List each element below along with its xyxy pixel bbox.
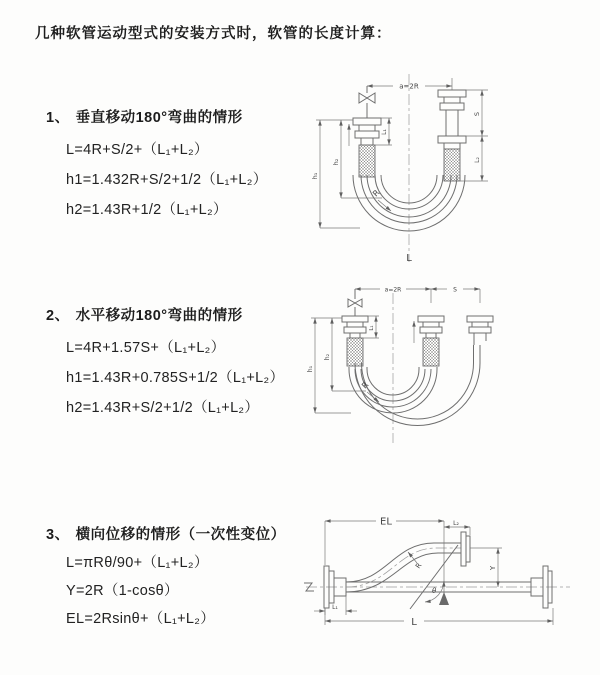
section1-formula-L: L=4R+S/2+（L₁+L₂） — [66, 142, 209, 158]
d3-dim-el: EL — [380, 516, 392, 528]
diagram-horizontal-180-bend — [306, 283, 598, 448]
d2-dim-h1: h₁ — [307, 365, 314, 373]
d3-dim-y: Y — [489, 565, 497, 571]
d3-angle-label: θ — [432, 587, 437, 595]
section1-formula-h1: h1=1.432R+S/2+1/2（L₁+L₂） — [66, 172, 268, 188]
d1-dim-l2: L₂ — [474, 157, 481, 163]
section1-formula-h2: h2=1.43R+1/2（L₁+L₂） — [66, 202, 228, 218]
d3-angle-vertex — [439, 592, 449, 605]
diagram-lateral-displacement — [298, 505, 598, 655]
section2-title: 水平移动180°弯曲的情形 — [75, 308, 243, 324]
d2-dim-h2: h₂ — [324, 353, 331, 361]
diagram-vertical-180-bend — [312, 70, 582, 265]
d3-dim-l2: L₂ — [453, 520, 459, 527]
section2-formula-h1: h1=1.43R+0.785S+1/2（L₁+L₂） — [66, 370, 285, 386]
section3-number: 3、 — [46, 527, 70, 543]
d1-dim-l1: L₁ — [381, 129, 388, 135]
section2-heading — [46, 304, 243, 325]
section3-formula-Y: Y=2R（1-cosθ） — [66, 583, 179, 599]
section1-title: 垂直移动180°弯曲的情形 — [75, 110, 243, 126]
d2-dim-a2r: a=2R — [384, 286, 402, 294]
d2-dim-s: S — [453, 286, 457, 294]
d1-radius-label: R — [371, 188, 382, 199]
d1-length-label: L — [406, 253, 412, 264]
d3-dim-l: L — [411, 617, 417, 628]
page-title: 几种软管运动型式的安装方式时，软管的长度计算： — [35, 26, 392, 42]
section2-formula-L: L=4R+1.57S+（L₁+L₂） — [66, 340, 226, 356]
section3-formula-EL: EL=2Rsinθ+（L₁+L₂） — [66, 611, 216, 627]
section1-heading — [46, 106, 243, 127]
d3-radius-label: R — [414, 561, 424, 571]
section2-number: 2、 — [46, 308, 70, 324]
d2-dim-l1: L₁ — [369, 325, 375, 331]
section3-formula-L: L=πRθ/90+（L₁+L₂） — [66, 555, 209, 571]
d1-dim-h2: h₂ — [332, 158, 340, 166]
d2-radius-label: R — [360, 380, 371, 391]
d1-dim-a2r: a=2R — [399, 82, 419, 91]
section3-title: 横向位移的情形（一次性变位） — [75, 527, 286, 543]
section1-number: 1、 — [46, 110, 70, 126]
section2-formula-h2: h2=1.43R+S/2+1/2（L₁+L₂） — [66, 400, 260, 416]
section3-heading — [46, 523, 286, 544]
d1-dim-h1: h₁ — [311, 172, 319, 180]
d3-dim-l1: L₁ — [332, 604, 338, 611]
d1-dim-s: S — [473, 111, 481, 117]
